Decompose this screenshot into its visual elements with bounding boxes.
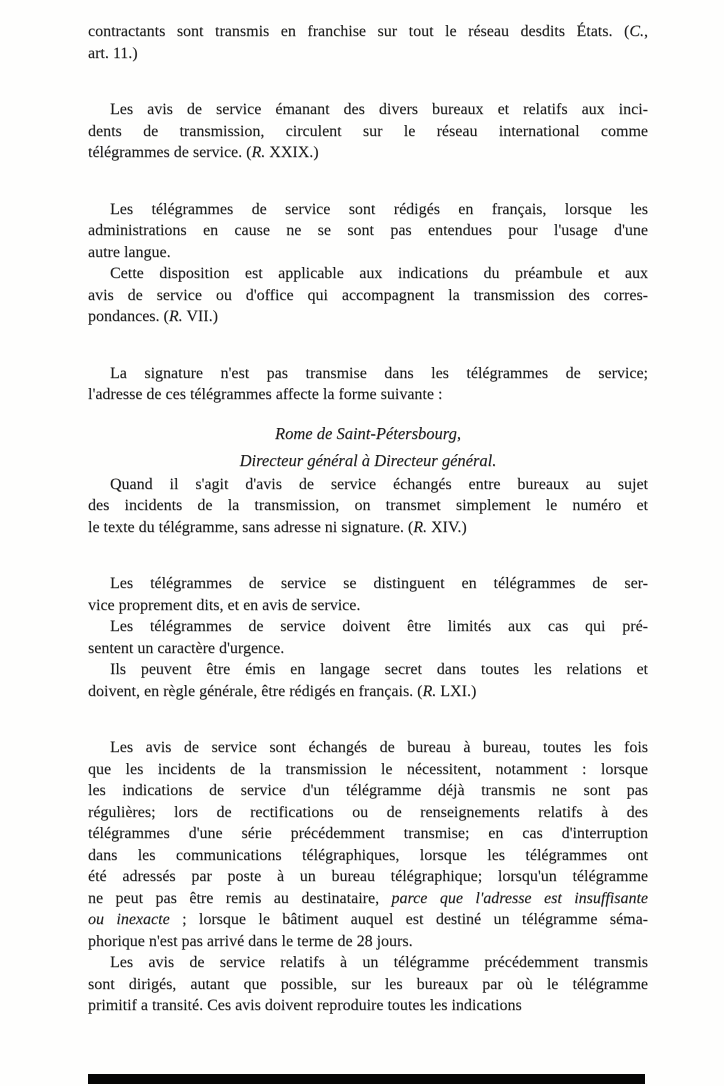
text-segment: phorique n'est pas arrivé dans le terme de 28 jours.: [88, 932, 413, 950]
text-segment: Les télégrammes de service se distinguent en télégrammes de ser-: [110, 575, 648, 592]
text-segment: administrations en cause ne se sont pas entendues pour l'usage d'une: [88, 222, 648, 239]
text-segment: La signature n'est pas transmise dans les télégrammes de service;: [110, 364, 648, 382]
italic-text: R.: [413, 518, 427, 536]
text-segment: des incidents de la transmission, on transmet simplement le numéro et: [88, 497, 648, 514]
text-line: [88, 363, 648, 385]
text-line: [88, 845, 648, 867]
text-line: [88, 909, 648, 931]
text-line: [88, 285, 648, 307]
text-line: [88, 759, 648, 781]
text-line: [88, 517, 648, 539]
italic-text: parce que l'adresse est insuffisante: [391, 889, 648, 907]
text-segment: vice proprement dits, et en avis de service.: [88, 596, 361, 614]
text-segment: autre langue.: [88, 243, 171, 261]
text-line: [88, 306, 648, 328]
text-segment: Quand il s'agit d'avis de service échangés entre bureaux au sujet: [110, 475, 648, 493]
text-line: [88, 199, 648, 221]
text-line: [88, 995, 648, 1017]
text-line: [88, 952, 648, 974]
text-line: [88, 616, 648, 638]
paragraph: [88, 474, 648, 539]
text-segment: ne peut pas être remis au destinataire,: [88, 889, 392, 907]
text-segment: Rome de Saint-Pétersbourg,: [275, 423, 461, 443]
text-segment: l'adresse de ces télégrammes affecte la forme suivante :: [88, 386, 443, 403]
text-segment: Les avis de service relatifs à un télégramme précédemment transmis: [110, 954, 648, 971]
paragraph: [88, 737, 648, 952]
paragraph: [88, 363, 648, 406]
italic-text: R.: [168, 308, 183, 325]
text-line: [88, 263, 648, 285]
paragraph: [88, 952, 648, 1017]
text-segment: Cette disposition est applicable aux indications du préambule et aux: [110, 265, 648, 282]
text-segment: Ils peuvent être émis en langage secret dans toutes les relations et: [110, 661, 648, 678]
text-line: [88, 931, 648, 953]
italic-text: R.: [422, 682, 437, 700]
text-line: [88, 43, 648, 65]
text-segment: Les télégrammes de service sont rédigés en français, lorsque les: [110, 200, 648, 218]
text-line: [88, 420, 648, 447]
text-segment: que les incidents de la transmission le nécessitent, notamment : lorsque: [88, 760, 648, 778]
text-line: [88, 638, 648, 660]
address-form: [88, 420, 648, 474]
text-segment: VII.): [182, 308, 218, 325]
italic-text: R.: [251, 144, 266, 161]
text-line: [88, 99, 648, 121]
text-segment: ; lorsque le bâtiment auquel est destiné un télégramme séma-: [169, 911, 649, 928]
text-line: [88, 866, 648, 888]
text-segment: sentent un caractère d'urgence.: [88, 639, 285, 657]
text-segment: pondances. (: [88, 308, 169, 325]
text-segment: LXI.): [436, 682, 477, 700]
text-line: [88, 447, 648, 474]
text-line: [88, 495, 648, 517]
page-text: [88, 21, 648, 1017]
text-line: [88, 142, 648, 164]
paragraph: [88, 99, 648, 164]
text-segment: dents de transmission, circulent sur le réseau international comme: [88, 122, 648, 140]
scan-artifact-bar: [88, 1074, 645, 1084]
text-line: [88, 823, 648, 845]
text-line: [88, 220, 648, 242]
text-line: [88, 974, 648, 996]
text-line: [88, 888, 648, 910]
text-segment: contractants sont transmis en franchise sur tout le réseau desdits États. (: [88, 23, 630, 40]
text-segment: avis de service ou d'office qui accompagnent la transmission des corres-: [88, 286, 648, 304]
text-line: [88, 573, 648, 595]
text-segment: le texte du télégramme, sans adresse ni signature. (: [88, 518, 414, 536]
text-segment: XXIX.): [265, 144, 319, 161]
text-line: [88, 681, 648, 703]
paragraph: [88, 573, 648, 616]
text-segment: été adressés par poste à un bureau télégraphique; lorsqu'un télégramme: [88, 868, 648, 885]
text-segment: ,: [644, 23, 648, 40]
text-segment: les indications de service d'un télégramme déjà transmis ne sont pas: [88, 782, 648, 799]
paragraph: [88, 659, 648, 702]
text-segment: doivent, en règle générale, être rédigés en français. (: [88, 682, 423, 700]
text-line: [88, 780, 648, 802]
text-segment: XIV.): [427, 518, 467, 536]
text-segment: art. 11.): [88, 44, 138, 62]
paragraph: [88, 199, 648, 264]
text-line: [88, 384, 648, 406]
italic-text: ou inexacte: [88, 911, 170, 928]
paragraph: [88, 263, 648, 328]
text-segment: Les télégrammes de service doivent être limités aux cas qui pré-: [110, 618, 648, 635]
text-line: [88, 21, 648, 43]
text-line: [88, 242, 648, 264]
text-line: [88, 474, 648, 496]
text-segment: régulières; lors de rectifications ou de renseignements relatifs à des: [88, 803, 648, 821]
paragraph: [88, 616, 648, 659]
text-segment: Les avis de service émanant des divers bureaux et relatifs aux inci-: [110, 101, 648, 118]
text-line: [88, 802, 648, 824]
text-line: [88, 737, 648, 759]
text-segment: télégrammes de service. (: [88, 144, 252, 161]
text-segment: primitif a transité. Ces avis doivent reproduire toutes les indications: [88, 997, 522, 1014]
text-line: [88, 121, 648, 143]
text-segment: télégrammes d'une série précédemment transmise; en cas d'interruption: [88, 825, 648, 842]
text-line: [88, 659, 648, 681]
text-segment: dans les communications télégraphiques, lorsque les télégrammes ont: [88, 846, 648, 864]
text-segment: sont dirigés, autant que possible, sur les bureaux par où le télégramme: [88, 975, 648, 993]
text-line: [88, 595, 648, 617]
italic-text: C.: [629, 23, 644, 40]
text-segment: Directeur général à Directeur général.: [239, 450, 497, 470]
text-segment: Les avis de service sont échangés de bureau à bureau, toutes les fois: [110, 739, 648, 756]
paragraph: [88, 21, 648, 64]
